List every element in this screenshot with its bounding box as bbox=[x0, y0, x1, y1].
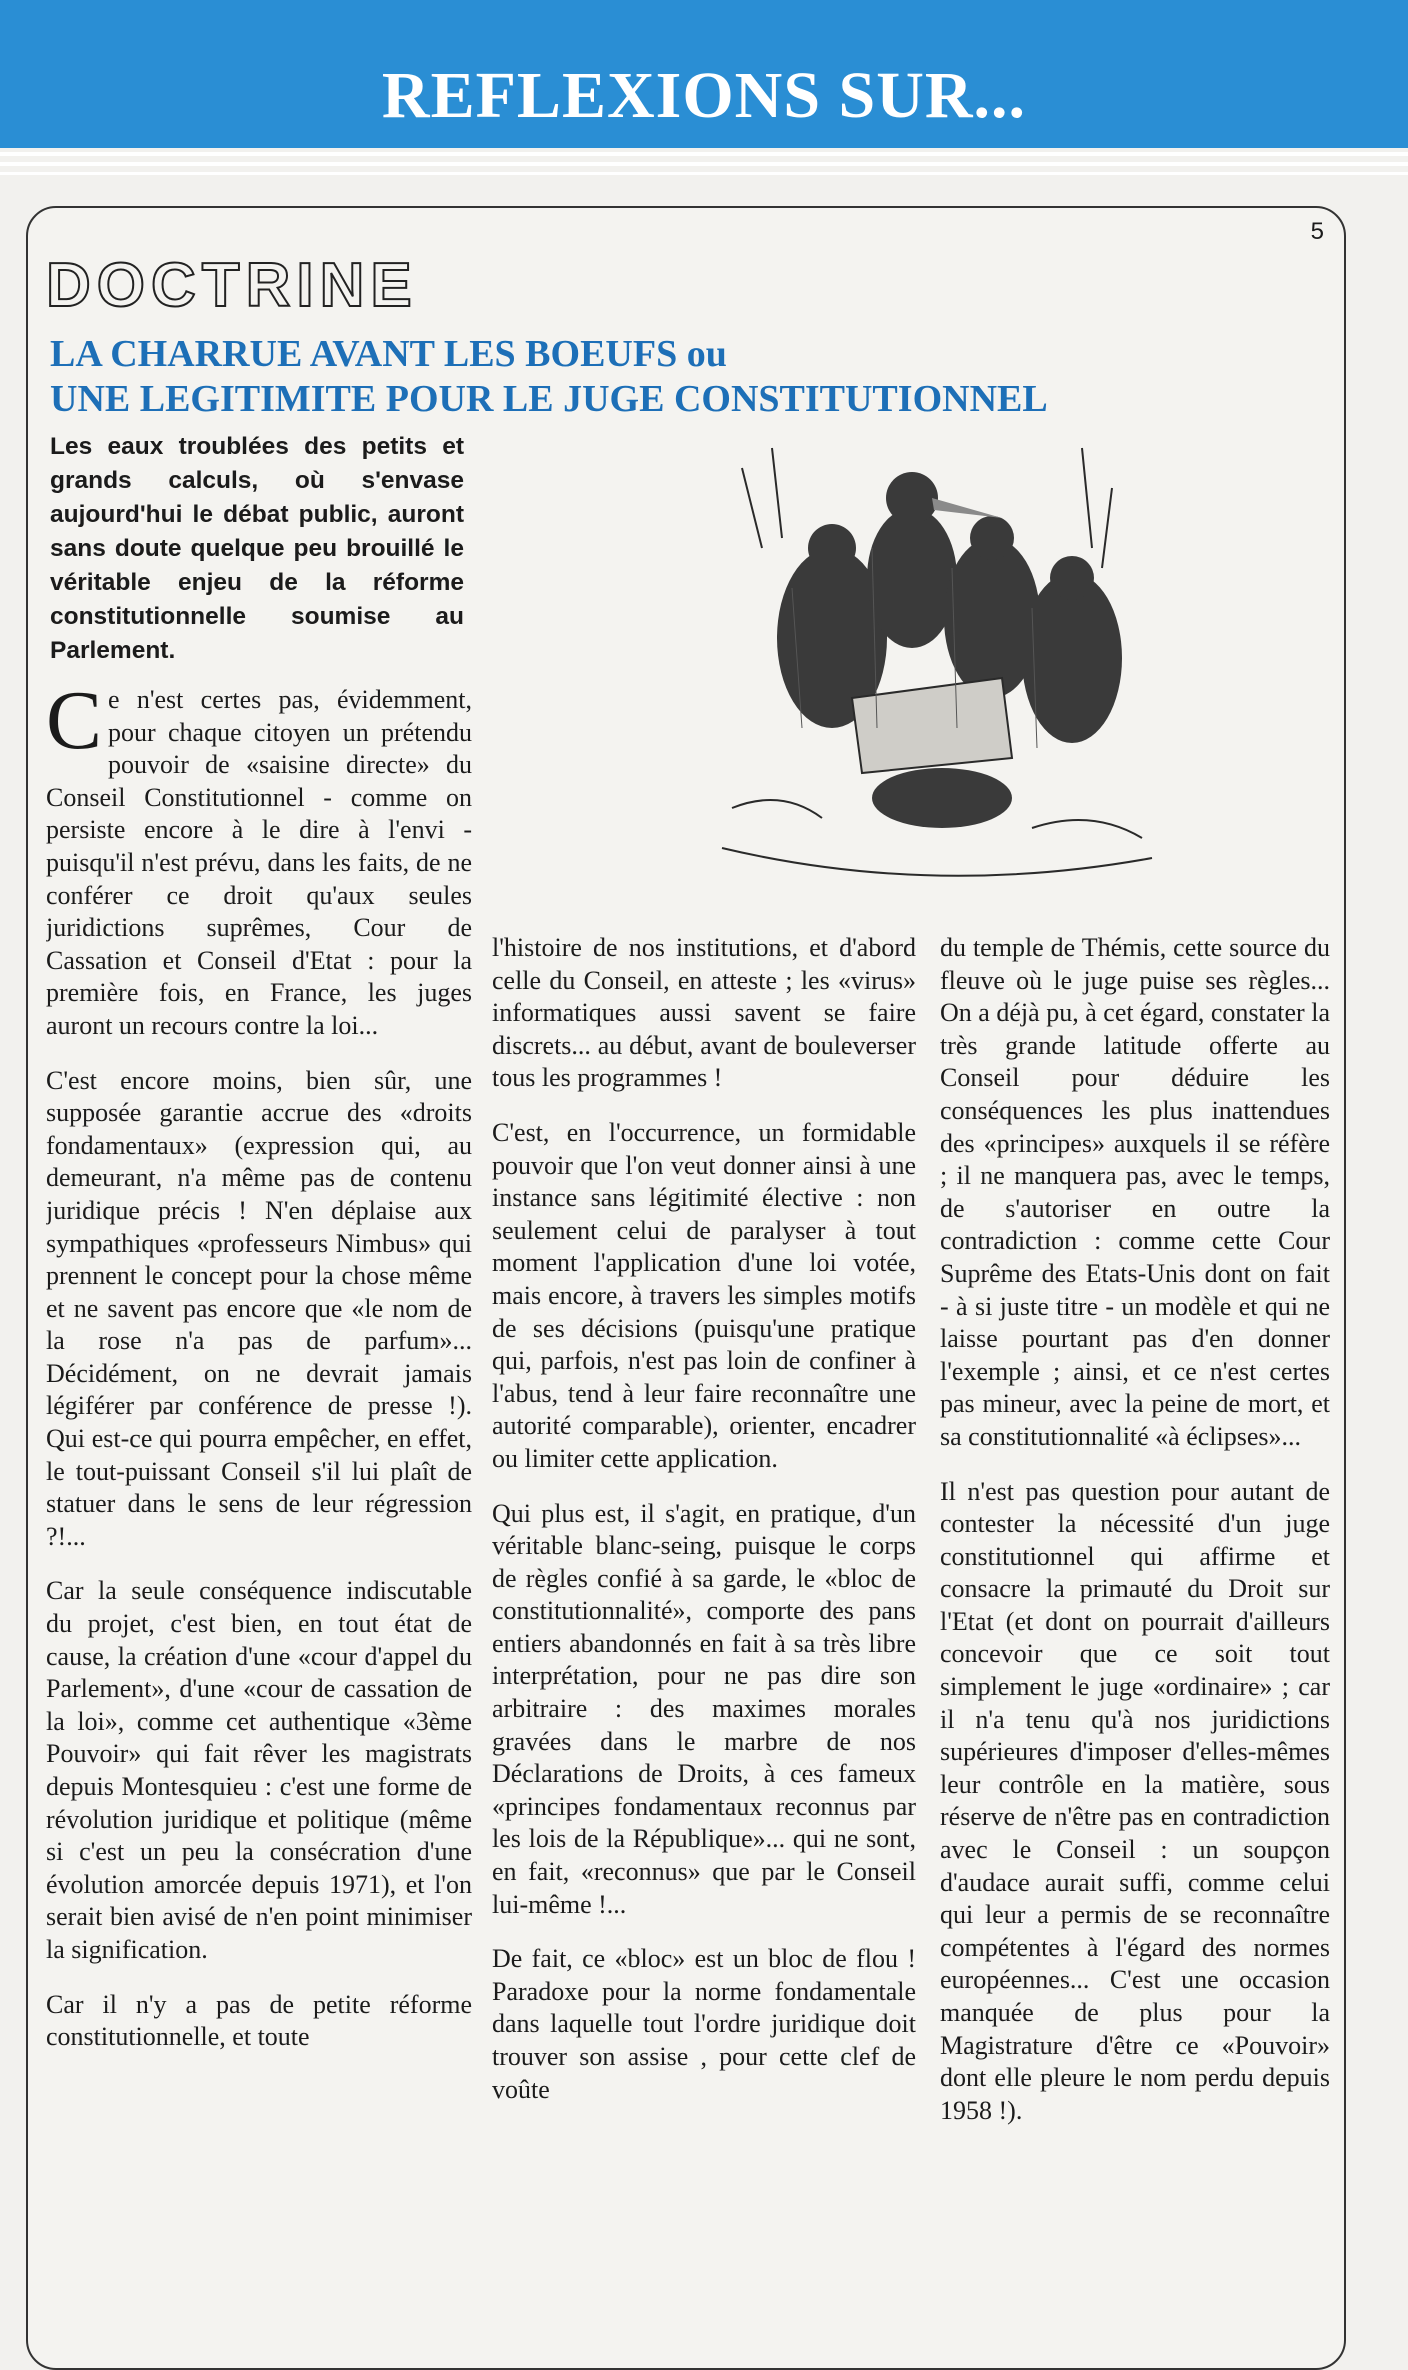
body-column-3 bbox=[940, 932, 1330, 2344]
paragraph: C'est, en l'occurrence, un formidable pouvoir que l'on veut donner ainsi à une instance sans légitimité élective : non seulement celui de paralyser à tout moment l'application d'une loi votée, mais encore, à travers les simples motifs de ses décisions (puisqu'une pratique qui, parfois, n'est pas loin de confiner à l'abus, tend à leur faire reconnaître une autorité comparable), orienter, encadrer ou limiter cette application. bbox=[492, 1117, 916, 1473]
article-page bbox=[26, 206, 1346, 2370]
article-headline bbox=[50, 332, 1310, 422]
article-lead: Les eaux troublées des petits et grands calculs, où s'envase aujourd'hui le débat public, auront sans doute quelque peu brouillé le véritable enjeu de la réforme constitutionnelle soumise au Parlement. bbox=[50, 433, 464, 664]
section-label: DOCTRINE bbox=[46, 251, 418, 320]
headline-line-1: LA CHARRUE AVANT LES BOEUFS ou bbox=[50, 333, 727, 375]
paragraph: l'histoire de nos institutions, et d'abord celle du Conseil, en atteste ; les «virus» informatiques aussi savent se faire discrets... au début, avant de bouleverser tous les programmes ! bbox=[492, 933, 916, 1093]
paragraph: C'est encore moins, bien sûr, une supposée garantie accrue des «droits fondamentaux» (expression qui, au demeurant, n'a même pas de contenu juridique précis ! N'en déplaise aux sympathiques «professeurs Nimbus» qui prennent le concept pour la chose même et ne savent pas encore que «le nom de la rose n'a pas de parfum»... Décidément, on ne devrait jamais légiférer par conférence de presse !). Qui est-ce qui pourra empêcher, en effet, le tout-puissant Conseil s'il lui plaît de statuer dans le sens de leur régression ?!... bbox=[46, 1065, 472, 1551]
engraving-illustration bbox=[702, 428, 1162, 898]
body-column-2 bbox=[492, 932, 916, 2344]
page-number: 5 bbox=[1310, 218, 1324, 245]
paragraph: du temple de Thémis, cette source du fleuve où le juge puise ses règles... On a déjà pu, à cet égard, constater la très grande latitude offerte au Conseil pour déduire les conséquences les plus inattendues des «principes» auxquels il se réfère ; il ne manquera pas, avec le temps, de s'autoriser en outre la contradiction : comme cette Cour Suprême des Etats-Unis dont on fait - à si juste titre - un modèle et qui ne laisse pourtant pas d'en donner l'exemple ; ainsi, et ce n'est certes pas mineur, avec la peine de mort, et sa constitutionnalité «à éclipses»... bbox=[940, 933, 1330, 1451]
paragraph: Il n'est pas question pour autant de contester la nécessité d'un juge constitutionnel qui affirme et consacre la primauté du Droit sur l'Etat (et dont on pourrait d'ailleurs concevoir que ce soit tout simplement le juge «ordinaire» ; car il n'a tenu qu'à nos juridictions supérieures d'imposer d'elles-mêmes leur contrôle en la matière, sous réserve de n'être pas en contradiction avec le Conseil : un soupçon d'audace aurait suffi, comme celui qui leur a permis de se reconnaître compétentes à l'égard des normes européennes... C'est une occasion manquée de plus pour la Magistrature d'être ce «Pouvoir» dont elle pleure le nom perdu depuis 1958 !). bbox=[940, 1476, 1330, 2125]
drop-cap: C bbox=[46, 684, 103, 767]
paragraph: Ce n'est certes pas, évidemment, pour chaque citoyen un prétendu pouvoir de «saisine directe» du Conseil Constitutionnel - comme on persiste encore à le dire à l'envi - puisqu'il n'est prévu, dans les faits, de ne conférer ce droit qu'aux seules juridictions suprêmes, Cour de Cassation et Conseil d'Etat : pour la première fois, en France, les juges auront un recours contre la loi... bbox=[46, 684, 472, 1040]
headline-line-2: UNE LEGITIMITE POUR LE JUGE CONSTITUTIONNEL bbox=[50, 378, 1048, 420]
paragraph: De fait, ce «bloc» est un bloc de flou ! Paradoxe pour la norme fondamentale dans laquelle tout l'ordre juridique doit trouver son assise , pour cette clef de voûte bbox=[492, 1944, 916, 2104]
paragraph: Car la seule conséquence indiscutable du projet, c'est bien, en tout état de cause, la création d'une «cour d'appel du Parlement», d'une «cour de cassation de la loi», comme cet authentique «3ème Pouvoir» qui fait rêver les magistrats depuis Montesquieu : c'est une forme de révolution juridique et politique (même si c'est un peu la consécration d'une évolution amorcée depuis 1971), et l'on serait bien avisé de n'en point minimiser la signification. bbox=[46, 1576, 472, 1964]
banner-stripe bbox=[0, 162, 1408, 166]
header-banner bbox=[0, 0, 1408, 148]
banner-title: REFLEXIONS SUR... bbox=[381, 59, 1027, 132]
banner-stripe bbox=[0, 152, 1408, 156]
paragraph: Qui plus est, il s'agit, en pratique, d'un véritable blanc-seing, puisque le corps de règles confié à sa garde, le «bloc de constitutionnalité», comporte des pans entiers abandonnés en fait à sa très libre interprétation, pour ne pas dire son arbitraire : des maximes morales gravées dans le marbre de nos Déclarations de Droits, à ces fameux «principes fondamentaux reconnus par les lois de la République»... qui ne sont, en fait, «reconnus» que par le Conseil lui-même !... bbox=[492, 1498, 916, 1919]
paragraph: Car il n'y a pas de petite réforme constitutionnelle, et toute bbox=[46, 1989, 472, 2052]
body-column-1 bbox=[46, 684, 472, 2344]
banner-stripe bbox=[0, 172, 1408, 175]
